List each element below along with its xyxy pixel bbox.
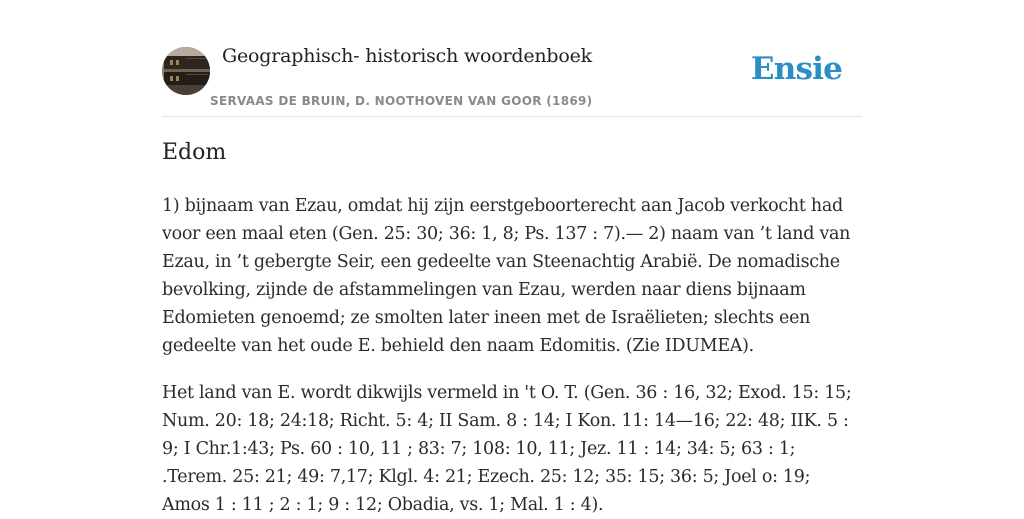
book-cover-icon bbox=[162, 47, 210, 95]
entry-paragraph: Het land van E. wordt dikwijls vermeld in 't O. T. (Gen. 36 : 16, 32; Exod. 15: 15; Num. 20: 18; 24:18; Richt. 5: 4; II Sam. 8 : 14; I Kon. 11: 14—16; 22: 48; IIK. 5 : 9; I Chr.1:43; Ps. 60 : 10, 11 ; 83: 7; 108: 10, 11; Jez. 11 : 14; 34: 5; 63 : 1; .Terem. 25: 21; 49: 7,17; Klgl. 4: 21; Ezech. 25: 12; 35: 15; 36: 5; Joel o: 19; Amos 1 : 11 ; 2 : 1; 9 : 12; Obadia, vs. 1; Mal. 1 : 4). bbox=[162, 383, 852, 515]
book-authors: SERVAAS DE BRUIN, D. NOOTHOVEN VAN GOOR (1869) bbox=[210, 94, 593, 108]
brand-logo[interactable]: Ensie bbox=[750, 51, 842, 87]
book-title[interactable]: Geographisch- historisch woordenboek bbox=[222, 45, 592, 67]
book-cover-image[interactable] bbox=[162, 47, 210, 95]
book-header bbox=[162, 0, 862, 117]
entry-title: Edom bbox=[162, 140, 227, 165]
page bbox=[162, 0, 862, 515]
entry-paragraph: 1) bijnaam van Ezau, omdat hij zijn eerstgeboorterecht aan Jacob verkocht had voor een maal eten (Gen. 25: 30; 36: 1, 8; Ps. 137 : 7).— 2) naam van ’t land van Ezau, in ’t gebergte Seir, een gedeelte van Steenachtig Arabië. De nomadische bevolking, zijnde de afstammelingen van Ezau, werden naar diens bijnaam Edomieten genoemd; ze smolten later ineen met de Israëlieten; slechts een gedeelte van het oude E. behield den naam Edomitis. (Zie IDUMEA). bbox=[162, 196, 851, 356]
